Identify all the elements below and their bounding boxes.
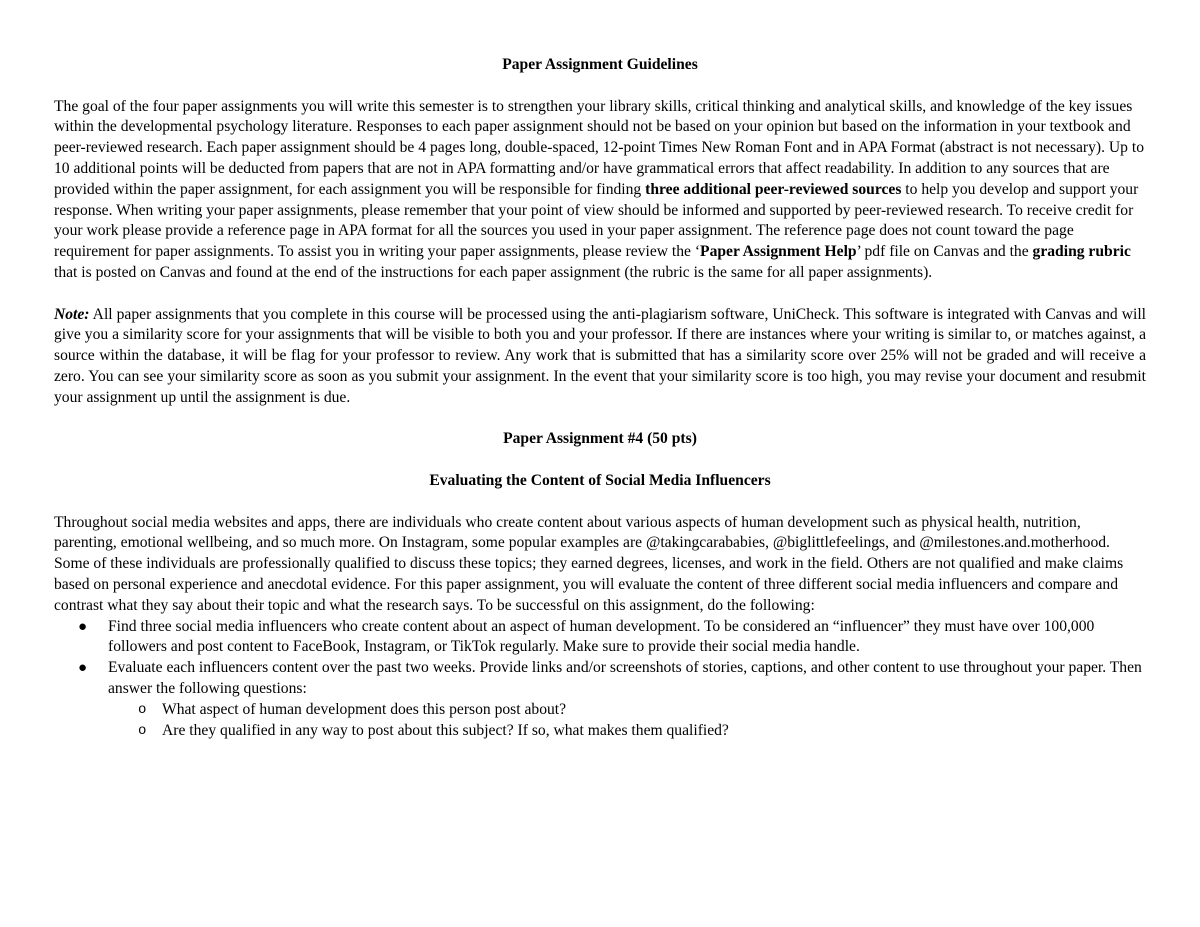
guidelines-text-2: to help you develop and support your response. When writing your paper assignments, please remember that your point of view should be informed and supported by peer-reviewed research. To receive credit for your work please provide a reference page in APA format for all the sources you used in your paper assignment. The reference page does not count toward the page requirement for paper assignments. To assist you in writing your paper assignments, please review the ‘ <box>54 180 1139 261</box>
note-label: Note: <box>54 305 90 323</box>
list-item <box>54 617 1146 659</box>
spacer <box>54 76 1146 97</box>
question-list <box>108 700 1146 742</box>
sub-list-item-text: What aspect of human development does this person post about? <box>162 700 567 718</box>
spacer <box>54 284 1146 305</box>
document-page <box>54 55 1146 741</box>
circle-bullet-icon: o <box>138 722 147 739</box>
assignment-heading: Paper Assignment #4 (50 pts) <box>503 430 697 448</box>
guidelines-paragraph <box>54 97 1146 284</box>
sub-list-item <box>108 721 1146 742</box>
guidelines-text-1: The goal of the four paper assignments you will write this semester is to strengthen your library skills, critical thinking and analytical skills, and knowledge of the key issues within the developmental psychology literature. Responses to each paper assignment should not be based on your opinion but based on the information in your textbook and peer-reviewed research. Each paper assignment should be 4 pages long, double-spaced, 12-point Times New Roman Font and in APA Format (abstract is not necessary). Up to 10 additional points will be deducted from papers that are not in APA formatting and/or have grammatical errors that affect readability. In addition to any sources that are provided within the paper assignment, for each assignment you will be responsible for finding <box>54 97 1144 198</box>
list-item-text: Evaluate each influencers content over the past two weeks. Provide links and/or screenshots of stories, captions, and other content to use throughout your paper. Then answer the following questions: <box>108 659 1142 697</box>
list-item <box>54 658 1146 741</box>
guidelines-text-4: that is posted on Canvas and found at the end of the instructions for each paper assignment (the rubric is the same for all paper assignments). <box>54 263 933 281</box>
spacer <box>54 450 1146 471</box>
topic-heading: Evaluating the Content of Social Media Influencers <box>429 471 771 489</box>
sub-list-item <box>108 700 1146 721</box>
list-item-text: Find three social media influencers who create content about an aspect of human development. To be considered an “influencer” they must have over 100,000 followers and post content to FaceBook, Instagram, or TikTok regularly. Make sure to provide their social media handle. <box>108 617 1095 656</box>
spacer <box>54 492 1146 513</box>
bullet-icon: ● <box>78 660 88 677</box>
note-text: All paper assignments that you complete in this course will be processed using the anti-plagiarism software, UniCheck. This software is integrated with Canvas and will give you a similarity score for your assignments that will be visible to both you and your professor. If there are instances where your writing is similar to, or matches against, a source within the database, it will be flag for your professor to review. Any work that is submitted that has a similarity score over 25% will not be graded and will receive a zero. You can see your similarity score as soon as you submit your assignment. In the event that your similarity score is too high, you may revise your document and resubmit your assignment up until the assignment is due. <box>54 305 1146 406</box>
bullet-icon: ● <box>78 618 88 635</box>
instruction-list <box>54 617 1146 742</box>
spacer <box>54 409 1146 430</box>
circle-bullet-icon: o <box>138 701 147 718</box>
guidelines-text-3: ’ pdf file on Canvas and the <box>856 243 1033 261</box>
guidelines-bold-help: Paper Assignment Help <box>700 243 857 261</box>
guidelines-heading: Paper Assignment Guidelines <box>502 56 698 73</box>
sub-list-item-text: Are they qualified in any way to post about this subject? If so, what makes them qualified? <box>162 721 729 739</box>
intro-paragraph: Throughout social media websites and apps, there are individuals who create content about various aspects of human development such as physical health, nutrition, parenting, emotional wellbeing, and so much more. On Instagram, some popular examples are @takingcarababies, @biglittlefeelings, and @milestones.and.motherhood. Some of these individuals are professionally qualified to discuss these topics; they earned degrees, licenses, and work in the field. Others are not qualified and make claims based on personal experience and anecdotal evidence. For this paper assignment, you will evaluate the content of three different social media influencers and compare and contrast what they say about their topic and what the research says. To be successful on this assignment, do the following: <box>54 513 1124 614</box>
guidelines-bold-sources: three additional peer-reviewed sources <box>645 180 902 198</box>
note-paragraph <box>54 305 1146 409</box>
guidelines-bold-rubric: grading rubric <box>1032 243 1131 261</box>
